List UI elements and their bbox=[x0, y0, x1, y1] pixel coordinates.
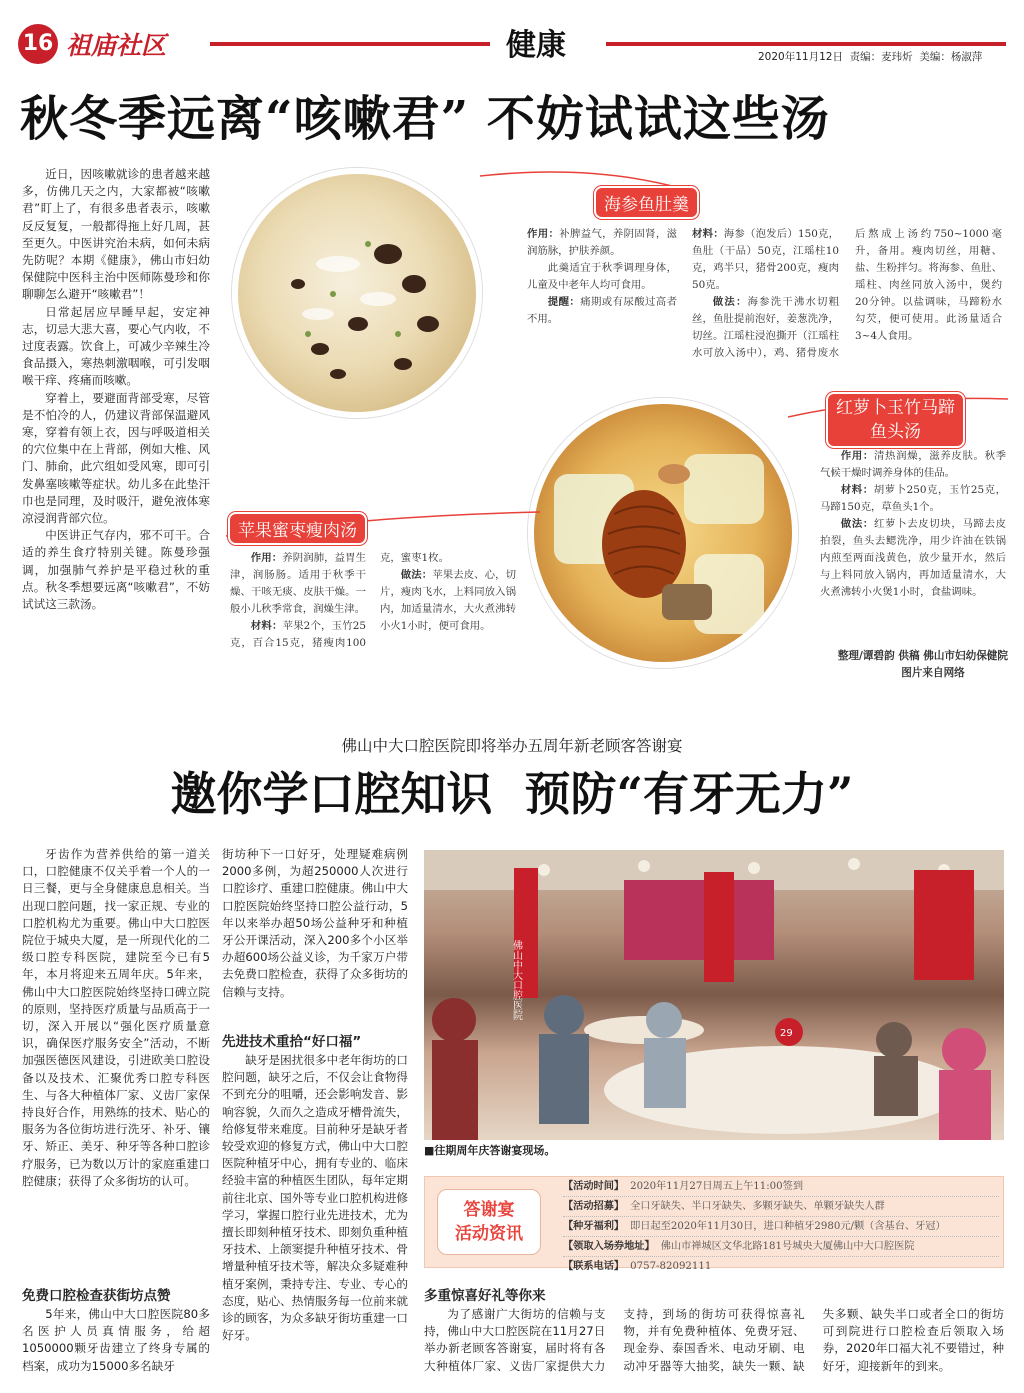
banquet-table-number: 29 bbox=[780, 1028, 793, 1039]
event-info-row: 【领取入场券地址】 佛山市禅城区文华北路181号城央大厦佛山中大口腔医院 bbox=[563, 1237, 999, 1257]
event-info-row: 【联系电话】 0757-82092111 bbox=[563, 1261, 712, 1272]
editor-credit: 责编：麦玮炘 bbox=[849, 51, 913, 63]
banquet-banner-text: 佛山中大口腔医院 bbox=[510, 940, 522, 1020]
article2-sub1-body bbox=[22, 1306, 210, 1375]
masthead-rule-right bbox=[606, 42, 1006, 46]
event-info-box bbox=[424, 1176, 1004, 1272]
recipe1-col-b: 材料：海参（泡发后）150克，鱼肚（干品）50克，江瑶柱10克，鸡半只，猪骨200克，瘦肉50克。 做法：海参洗干沸水切粗丝，鱼肚提前泡好，姜葱洗净，切丝。江瑶柱浸泡撕开（江瑶柱水可放入汤中），鸡、猪骨废水后熬成上汤约750~1000毫升，备用。瘦肉切丝，用糖、盐、生粉拌匀。将海参、鱼肚、瑶柱、肉丝同放入汤中，煲约20分钟。以盐调味，马蹄粉水勾芡，便可使用。此汤量适合3~4人食用。 bbox=[692, 228, 1002, 359]
section-name: 祖庙社区 bbox=[66, 31, 167, 60]
article2-paragraph: 缺牙是困扰很多中老年街坊的口腔问题，缺牙之后，不仅会让食物得不到充分的咀嚼，还会影响发音、影响容貌，久而久之造成牙槽骨流失，给修复带来难度。目前种牙是缺牙者较受欢迎的修复方式，佛山中大口腔医院种植牙中心，拥有专业的、临床经验丰富的种植医生团队，每年定期前往北京、国外等专业口腔机构进修学习，掌握口腔行业先进技术，尤为擅长即刻种植牙技术、即刻负重种植牙技术、上颌窦提升种植牙技术、骨增量种植牙技术等，解决众多疑难种植牙案例，秉持专注、专业、专心的态度，贴心、热情服务每一位前来就诊的顾客，为众多缺牙街坊重建一口好牙。 bbox=[222, 1053, 408, 1343]
article2-paragraph: 街坊种下一口好牙，处理疑难病例2000多例，为超250000人次进行口腔诊疗、重建口腔健康。佛山中大口腔医院始终坚持口腔公益行动，5年以来举办超50场公益种牙和种植牙公开课活动，深入200多个小区举办超600场公益义诊，为千家万户带去免费口腔检查，获得了众多街坊的信赖与支持。 bbox=[222, 847, 408, 999]
masthead bbox=[18, 20, 1008, 70]
article1-paragraph: 近日，因咳嗽就诊的患者越来越多，仿佛几天之内，大家都被“咳嗽君”盯上了，有很多患者表示，咳嗽反反复复，一般都得拖上好几周，甚至更久。中医讲究治未病，如何未病先防呢？本期《健康》，佛山市妇幼保健院中医科主治中医师陈曼珍和你聊聊怎么避开“咳嗽君”！ bbox=[22, 167, 210, 302]
article1-paragraph: 日常起居应早睡早起，安定神志，切忌大悲大喜，要心气内收，不过度表露。饮食上，可减少辛辣生冷食品摄入，寒热刺激咽喉，可引发咽喉干痒、疼痛而咳嗽。 bbox=[22, 304, 210, 388]
issue-date: 2020年11月12日 bbox=[758, 51, 843, 63]
photo-sea-cucumber-soup bbox=[232, 168, 482, 418]
recipe3-body: 作用：清热润燥，滋养皮肤。秋季气候干燥时调养身体的佳品。 材料：胡萝卜250克，玉竹25克，马蹄150克，草鱼头1个。 做法：红萝卜去皮切块，马蹄去皮拍裂，鱼头去鳃洗净，用少许油在铁锅内煎至两面浅黄色，放少量开水，然后与上料同放入锅内，再加适量清水，大火煮沸转小火煲1小时，食盐调味。 bbox=[820, 450, 1007, 598]
article2-subhead-3: 多重惊喜好礼等你来 bbox=[424, 1288, 546, 1304]
banquet-scene-illustration bbox=[424, 850, 1004, 1140]
article2-subhead-2: 先进技术重拾“好口福” bbox=[222, 1034, 362, 1050]
event-info-title: 答谢宴 活动资讯 bbox=[437, 1189, 541, 1255]
recipe3-title-tag: 红萝卜玉竹马蹄 鱼头汤 bbox=[826, 392, 965, 448]
article2-paragraph: 为了感谢广大街坊的信赖与支持，佛山中大口腔医院在11月27日举办新老顾客答谢宴，届时将有各大种植体厂家、义齿厂家提供大力支持，到场的街坊可获得惊喜礼物，并有免费种植体、免费牙冠、现金券、泰国香米、电动牙刷、电动冲牙器等大抽奖，缺失一颗、缺失多颗、缺失半口或者全口的街坊可到院进行口腔检查后领取入场券，2020年口福大礼不要错过，种好牙，迎接新年的到来。 bbox=[424, 1307, 1004, 1373]
article1-paragraph: 穿着上，要避面背部受寒，尽管是不怕冷的人，仍建议背部保温避风寒，穿着有领上衣，因与呼吸道相关的穴位集中在上背部，例如大椎、风门、肺俞，此穴组如受风寒，即可引发鼻塞咳嗽等症状。幼儿多在此垫汗巾也是同理，及时吸汗，避免液体寒凉浸润背部穴位。 bbox=[22, 390, 210, 526]
page-number-badge: 16 bbox=[18, 24, 58, 64]
sea-cucumber-soup-illustration bbox=[238, 174, 476, 412]
article2-sub3-body bbox=[424, 1306, 1004, 1388]
article2-col1 bbox=[22, 846, 210, 1190]
article2-sub2-body bbox=[222, 1052, 408, 1344]
article1-headline: 秋冬季远离“咳嗽君” 不妨试试这些汤 bbox=[20, 91, 830, 147]
masthead-meta bbox=[758, 49, 982, 64]
article2-col2a bbox=[222, 846, 408, 1001]
event-info-list bbox=[563, 1177, 999, 1276]
article2-headline: 邀你学口腔知识 预防“有牙无力” bbox=[170, 767, 854, 821]
recipe1-title-tag: 海参鱼肚羹 bbox=[594, 186, 699, 219]
article1-paragraph: 中医讲正气存内，邪不可干。合适的养生食疗特别关键。陈曼珍强调，加强肺气养护是平稳过秋的重点。秋冬季想要远离“咳嗽君”，不妨试试这三款汤。 bbox=[22, 528, 210, 612]
apple-soup-illustration bbox=[534, 404, 792, 662]
article2-kicker: 佛山中大口腔医院即将举办五周年新老顾客答谢宴 bbox=[341, 737, 683, 755]
article2-paragraph: 5年来，佛山中大口腔医院80多名医护人员真情服务，给超1050000颗牙齿建立了终身专属的档案，成功为15000多名缺牙 bbox=[22, 1307, 210, 1373]
masthead-rule-left bbox=[210, 42, 490, 46]
recipe2-title-tag: 苹果蜜枣瘦肉汤 bbox=[228, 512, 367, 545]
recipe1-col-a: 作用：补脾益气，养阴固肾，滋润筋脉，护肤养颜。 此羹适宜于秋季调理身体，儿童及中老年人均可食用。 提醒：痛期或有尿酸过高者不用。 bbox=[527, 228, 678, 325]
column-name: 健康 bbox=[506, 28, 566, 63]
designer-credit: 美编：杨淑萍 bbox=[919, 51, 983, 63]
event-info-row: 【活动时间】 2020年11月27日周五上午11:00签到 bbox=[563, 1177, 999, 1197]
event-info-row: 【活动招募】 全口牙缺失、半口牙缺失、多颗牙缺失、单颗牙缺失人群 bbox=[563, 1197, 999, 1217]
photo-caption: ■往期周年庆答谢宴现场。 bbox=[424, 1144, 556, 1157]
photo-apple-soup bbox=[528, 398, 798, 668]
article2-paragraph: 牙齿作为营养供给的第一道关口，口腔健康不仅关乎着一个人的一日三餐，更与全身健康息息相关。当出现口腔问题，找一家正规、专业的口腔机构尤为重要。佛山中大口腔医院位于城央大厦，是一所现代化的二级口腔专科医院，建院至今已有5年，本月将迎来五周年庆。5年来，佛山中大口腔医院始终坚持口碑立院的原则，坚持医疗质量与品质高于一切，深入开展以“强化医疗质量意识，确保医疗服务安全”活动，不断加强医德医风建设，引进欧美口腔设备以及技术、汇聚优秀口腔专科医生、与各大种植体厂家、义齿厂家保持良好合作，用熟练的技术、贴心的服务为各位街坊进行洗牙、补牙、镶牙、矫正、美牙、种牙等各种口腔诊疗服务，已为数以万计的家庭重建口腔健康；获得了众多街坊的认可。 bbox=[22, 847, 210, 1188]
event-info-row: 【种牙福利】 即日起至2020年11月30日，进口种植牙2980元/颗（含基台、牙冠） bbox=[563, 1217, 999, 1237]
article1-credit: 整理/谭碧韵 供稿 佛山市妇幼保健院 图片来自网络 bbox=[837, 650, 1008, 679]
article1-body bbox=[22, 166, 210, 613]
recipe2-body: 作用：养阴润肺，益胃生津，润肠肠。适用于秋季干燥、干咳无痰、皮肤干燥。一般小儿秋季常食，润燥生津。 材料：苹果2个，玉竹25克，百合15克，猪瘦肉100克，蜜枣1枚。 做法：苹果去皮、心，切片，瘦肉飞水，上料同放入锅内，加适量清水，大火煮沸转小火1小时，便可食用。 bbox=[230, 552, 517, 649]
article2-subhead-1: 免费口腔检查获街坊点赞 bbox=[22, 1288, 171, 1304]
photo-banquet-scene bbox=[424, 850, 1004, 1140]
